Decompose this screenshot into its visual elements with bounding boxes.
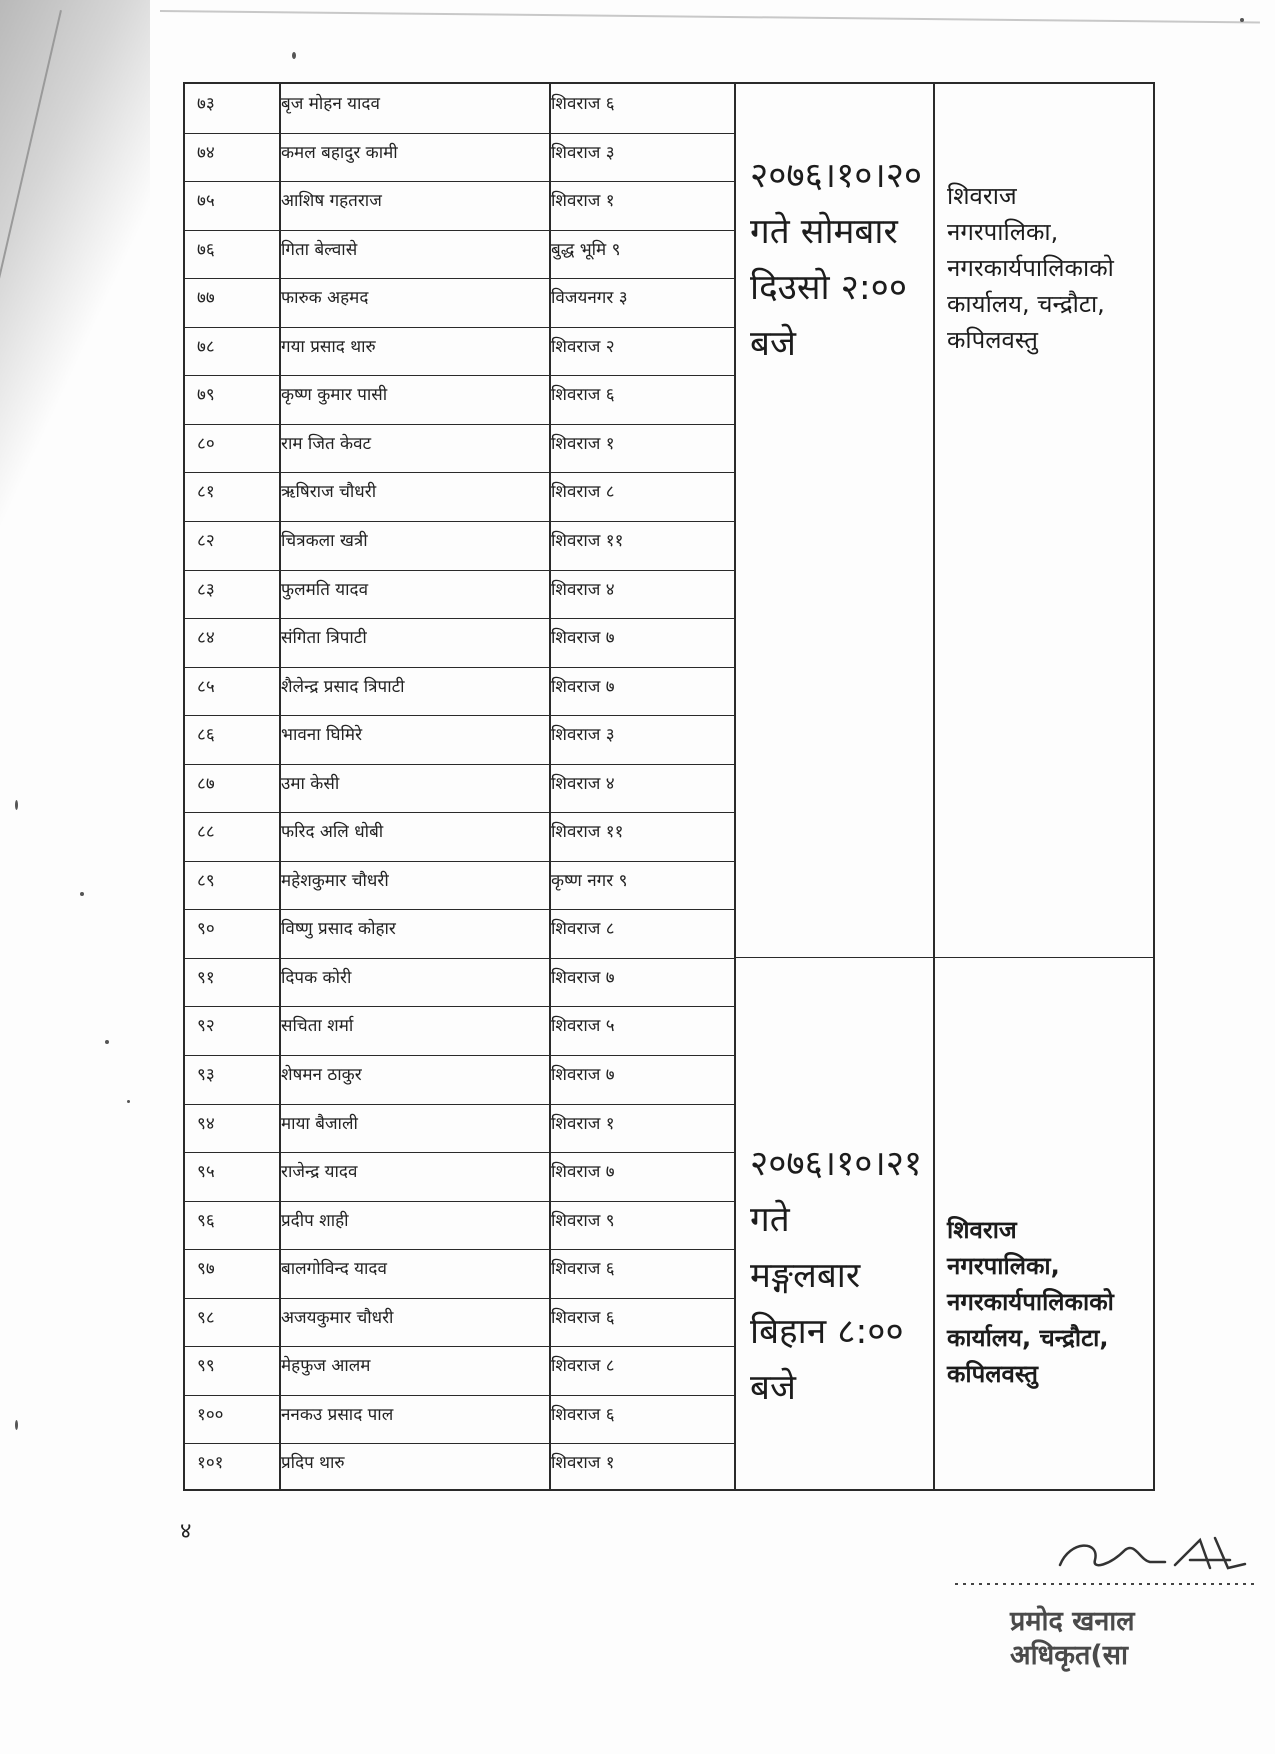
row-name: आशिष गहतराज <box>281 191 382 212</box>
group-divider <box>734 957 1155 958</box>
row-name: प्रदिप थारु <box>281 1453 345 1474</box>
row-name: मेहफुज आलम <box>281 1356 371 1377</box>
row-divider <box>185 1249 734 1250</box>
row-divider <box>185 375 734 376</box>
row-address: शिवराज ६ <box>551 94 615 114</box>
row-name: माया बैजाली <box>281 1113 358 1134</box>
row-divider <box>185 1201 734 1202</box>
group-1-datetime: २०७६।१०।२० गते सोमबार दिउसो २:०० बजे <box>750 156 923 364</box>
row-divider <box>185 472 734 473</box>
row-divider <box>185 1298 734 1299</box>
row-name: प्रदीप शाही <box>281 1210 349 1231</box>
fold-shadow <box>0 0 150 560</box>
officer-block <box>1010 1605 1135 1673</box>
row-serial: ९१ <box>197 967 215 988</box>
row-name: चित्रकला खत्री <box>281 530 368 551</box>
row-name: फारुक अहमद <box>281 288 369 309</box>
group-1-venue: शिवराज नगरपालिका, नगरकार्यपालिकाको कार्यालय, चन्द्रौटा, कपिलवस्तु <box>947 182 1114 354</box>
row-name: भावना घिमिरे <box>281 725 363 746</box>
row-serial: ९० <box>197 919 215 940</box>
row-divider <box>185 1395 734 1396</box>
row-divider <box>185 1006 734 1007</box>
row-divider <box>185 1104 734 1105</box>
row-name: दिपक कोरी <box>281 967 352 988</box>
officer-title: अधिकृत(सा <box>1010 1640 1128 1671</box>
row-name: संगिता त्रिपाटी <box>281 628 367 649</box>
row-name: सचिता शर्मा <box>281 1016 354 1037</box>
row-divider <box>185 715 734 716</box>
row-address: शिवराज ६ <box>551 1307 615 1328</box>
fold-line <box>160 10 1260 24</box>
row-address: शिवराज ७ <box>551 1065 615 1085</box>
row-serial: ७५ <box>197 191 215 212</box>
row-divider <box>185 1443 734 1444</box>
row-name: कृष्ण कुमार पासी <box>281 385 388 406</box>
signature-underline <box>955 1578 1255 1590</box>
row-serial: ९९ <box>197 1356 215 1377</box>
row-name: शेषमन ठाकुर <box>281 1065 362 1085</box>
row-name: विष्णु प्रसाद कोहार <box>281 919 396 940</box>
row-address: शिवराज २ <box>551 336 615 357</box>
row-serial: ९४ <box>197 1113 215 1134</box>
row-serial: ९२ <box>197 1016 215 1037</box>
row-serial: ८० <box>197 433 215 454</box>
row-address: शिवराज १ <box>551 191 615 212</box>
row-name: बृज मोहन यादव <box>281 94 380 114</box>
row-divider <box>185 667 734 668</box>
row-address: कृष्ण नगर ९ <box>551 870 628 891</box>
row-divider <box>185 424 734 425</box>
row-serial: ७४ <box>197 142 215 163</box>
row-serial: ९८ <box>197 1307 215 1328</box>
row-name: महेशकुमार चौधरी <box>281 870 389 891</box>
row-divider <box>185 278 734 279</box>
row-divider <box>185 1346 734 1347</box>
row-divider <box>185 958 734 959</box>
row-serial: १०१ <box>197 1453 224 1474</box>
row-serial: ९३ <box>197 1065 215 1085</box>
signature <box>1050 1520 1250 1580</box>
row-divider <box>185 133 734 134</box>
row-name: बालगोविन्द यादव <box>281 1259 387 1280</box>
row-serial: ७९ <box>197 385 215 406</box>
row-divider <box>185 181 734 182</box>
row-address: शिवराज ३ <box>551 725 615 746</box>
row-serial: ७७ <box>197 288 215 309</box>
row-address: शिवराज ७ <box>551 1162 615 1183</box>
group-2-venue: शिवराज नगरपालिका, नगरकार्यपालिकाको कार्यालय, चन्द्रौटा, कपिलवस्तु <box>947 1216 1114 1388</box>
row-serial: ८५ <box>197 676 215 697</box>
row-address: बुद्ध भूमि ९ <box>551 239 621 260</box>
row-address: शिवराज १ <box>551 1453 615 1474</box>
col-divider <box>933 84 935 1489</box>
row-serial: ८६ <box>197 725 215 746</box>
row-name: अजयकुमार चौधरी <box>281 1307 394 1328</box>
row-divider <box>185 327 734 328</box>
row-address: शिवराज ६ <box>551 385 615 406</box>
row-name: फुलमति यादव <box>281 579 369 600</box>
row-address: शिवराज ९ <box>551 1210 615 1231</box>
row-name: गया प्रसाद थारु <box>281 336 376 357</box>
row-divider <box>185 1152 734 1153</box>
row-name: ऋषिराज चौधरी <box>281 482 377 503</box>
row-address: शिवराज ७ <box>551 967 615 988</box>
group-2-datetime: २०७६।१०।२१ गते मङ्गलबार बिहान ८:०० बजे <box>750 1144 923 1408</box>
row-address: शिवराज ६ <box>551 1259 615 1280</box>
row-address: शिवराज ६ <box>551 1404 615 1425</box>
row-divider <box>185 230 734 231</box>
row-serial: ८३ <box>197 579 215 600</box>
row-divider <box>185 909 734 910</box>
row-serial: ८९ <box>197 870 215 891</box>
row-address: विजयनगर ३ <box>551 288 628 309</box>
row-divider <box>185 521 734 522</box>
row-serial: ८४ <box>197 628 215 649</box>
row-divider <box>185 861 734 862</box>
row-name: राम जित केवट <box>281 433 372 454</box>
row-name: राजेन्द्र यादव <box>281 1162 358 1183</box>
row-address: शिवराज ४ <box>551 773 615 794</box>
row-address: शिवराज ३ <box>551 142 615 163</box>
row-address: शिवराज ५ <box>551 1016 615 1037</box>
row-serial: ८७ <box>197 773 215 794</box>
row-name: कमल बहादुर कामी <box>281 142 398 163</box>
row-serial: ८२ <box>197 530 215 551</box>
row-serial: ८८ <box>197 822 215 843</box>
row-address: शिवराज ११ <box>551 822 624 843</box>
row-serial: ९५ <box>197 1162 215 1183</box>
row-divider <box>185 812 734 813</box>
page-number: ४ <box>180 1519 192 1544</box>
row-address: शिवराज ४ <box>551 579 615 600</box>
row-serial: ८१ <box>197 482 215 503</box>
row-name: गिता बेल्वासे <box>281 239 358 260</box>
row-address: शिवराज १ <box>551 1113 615 1134</box>
row-name: फरिद अलि धोबी <box>281 822 384 843</box>
row-name: ननकउ प्रसाद पाल <box>281 1404 394 1425</box>
row-address: शिवराज ८ <box>551 1356 615 1377</box>
row-address: शिवराज ८ <box>551 482 615 503</box>
officer-name: प्रमोद खनाल <box>1010 1606 1135 1637</box>
row-serial: ७३ <box>197 94 215 114</box>
row-name: शैलेन्द्र प्रसाद त्रिपाटी <box>281 676 405 697</box>
row-address: शिवराज ८ <box>551 919 615 940</box>
row-divider <box>185 764 734 765</box>
row-serial: ९६ <box>197 1210 215 1231</box>
row-divider <box>185 570 734 571</box>
row-name: उमा केसी <box>281 773 340 794</box>
row-serial: १०० <box>197 1404 224 1425</box>
row-divider <box>185 618 734 619</box>
row-address: शिवराज ७ <box>551 628 615 649</box>
row-serial: ७८ <box>197 336 215 357</box>
row-address: शिवराज ७ <box>551 676 615 697</box>
row-serial: ९७ <box>197 1259 215 1280</box>
row-serial: ७६ <box>197 239 215 260</box>
col-divider <box>734 84 736 1489</box>
row-address: शिवराज १ <box>551 433 615 454</box>
row-divider <box>185 1055 734 1056</box>
candidate-table <box>183 82 1155 1491</box>
row-address: शिवराज ११ <box>551 530 624 551</box>
